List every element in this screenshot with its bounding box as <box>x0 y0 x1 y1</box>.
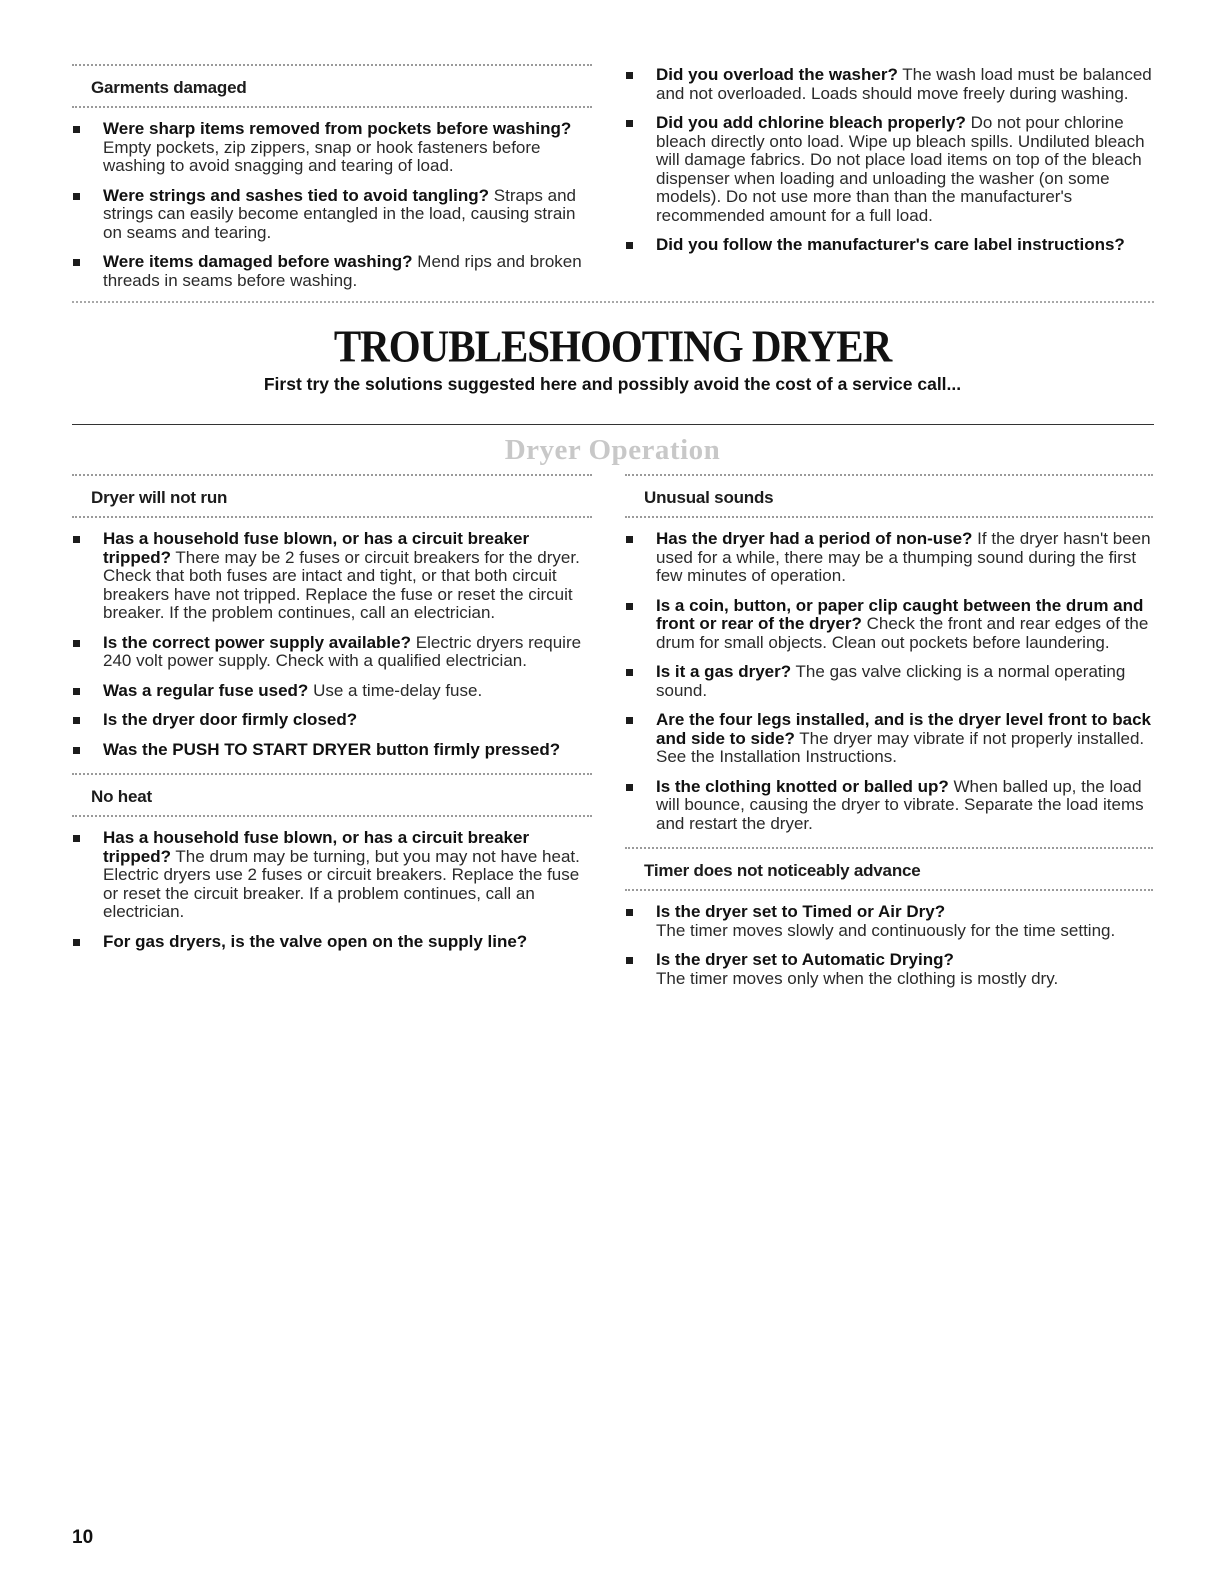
answer: Electric dryers require 240 volt power supply. Check with a qualified electrician. <box>103 632 582 670</box>
question: Is it a gas dryer? <box>656 662 792 681</box>
divider <box>72 106 592 110</box>
page-title: TROUBLESHOOTING DRYER <box>333 320 892 372</box>
list-item <box>72 253 592 290</box>
page-subtitle: First try the solutions suggested here and possibly avoid the cost of a service call... <box>263 374 962 394</box>
question: Was a regular fuse used? <box>103 680 309 700</box>
question: Has the dryer had a period of non-use? <box>656 529 973 548</box>
question: Is the dryer set to Timed or Air Dry? <box>656 902 946 921</box>
question: Has a household fuse blown, or has a circuit breaker tripped? <box>103 828 530 866</box>
question: Were strings and sashes tied to avoid tangling? <box>103 185 490 205</box>
list-item <box>72 120 592 176</box>
timer-section <box>625 847 1153 988</box>
question: Did you overload the washer? <box>656 65 898 84</box>
list-item <box>72 530 592 623</box>
list-item <box>625 114 1153 225</box>
item-list <box>625 530 1153 833</box>
list-item <box>625 663 1153 700</box>
answer: Mend rips and broken threads in seams before washing. <box>103 252 582 290</box>
question: Has a household fuse blown, or has a circuit breaker tripped? <box>103 529 530 567</box>
question: Is the correct power supply available? <box>103 632 411 652</box>
list-item <box>625 236 1153 255</box>
answer: There may be 2 fuses or circuit breakers for the dryer. Check that both fuses are intact and tight, or that both circuit breakers have not tripped. Replace the fuse or reset the circuit breaker. If the problem continues, call an electrician. <box>103 547 580 622</box>
divider <box>72 815 592 819</box>
answer: Empty pockets, zip zippers, snap or hook fasteners before washing to avoid snagging and tearing of load. <box>103 137 541 175</box>
list-item <box>72 933 592 952</box>
list-item <box>625 530 1153 586</box>
item-list <box>72 829 592 951</box>
divider <box>72 301 1154 303</box>
answer: Check the front and rear edges of the drum for small objects. Clean out pockets before laundering. <box>656 614 1149 652</box>
list-item <box>72 682 592 701</box>
no-heat-section <box>72 773 592 951</box>
question: Is the dryer set to Automatic Drying? <box>656 950 954 969</box>
list-item <box>72 829 592 922</box>
answer: The dryer may vibrate if not properly installed. See the Installation Instructions. <box>656 728 1145 766</box>
list-item <box>72 741 592 760</box>
list-item <box>625 903 1153 940</box>
list-item <box>72 187 592 243</box>
question: Were items damaged before washing? <box>103 252 413 271</box>
garments-damaged-section <box>72 64 592 301</box>
answer: If the dryer hasn't been used for a while, there may be a thumping sound during the first few minutes of operation. <box>656 529 1151 585</box>
answer: The wash load must be balanced and not overloaded. Loads should move freely during washing. <box>656 65 1152 103</box>
unusual-sounds-section <box>625 474 1153 999</box>
answer: The drum may be turning, but you may not have heat. Electric dryers use 2 fuses or circuit breakers. Replace the fuse or reset the circuit breaker. If a problem continues, call an electrician. <box>103 846 580 921</box>
section-heading: Dryer will not run <box>91 488 228 507</box>
answer: The timer moves only when the clothing is mostly dry. <box>656 968 1059 988</box>
dryer-will-not-run-section <box>72 474 592 962</box>
divider <box>625 516 1153 520</box>
question: Was the PUSH TO START DRYER button firmly pressed? <box>103 739 561 759</box>
question: Were sharp items removed from pockets before washing? <box>103 119 572 138</box>
list-item <box>625 597 1153 653</box>
divider <box>72 424 1154 425</box>
item-list <box>72 120 592 290</box>
question: Is the clothing knotted or balled up? <box>656 776 949 796</box>
washer-checks-section <box>625 66 1153 266</box>
divider <box>625 889 1153 893</box>
question: For gas dryers, is the valve open on the supply line? <box>103 931 528 951</box>
list-item <box>72 634 592 671</box>
list-item <box>625 951 1153 988</box>
section-title: Dryer Operation <box>504 434 721 466</box>
question: Did you follow the manufacturer's care label instructions? <box>656 235 1125 254</box>
item-list <box>625 66 1153 255</box>
answer: Use a time-delay fuse. <box>313 680 483 700</box>
answer: The timer moves slowly and continuously for the time setting. <box>656 920 1116 940</box>
section-heading: Garments damaged <box>91 78 247 97</box>
list-item <box>625 711 1153 767</box>
section-heading: Timer does not noticeably advance <box>644 861 921 880</box>
list-item <box>625 778 1153 834</box>
divider <box>72 516 592 520</box>
section-heading: Unusual sounds <box>644 488 774 507</box>
question: Did you add chlorine bleach properly? <box>656 113 966 132</box>
answer: The gas valve clicking is a normal operating sound. <box>656 662 1126 700</box>
answer: Straps and strings can easily become entangled in the load, causing strain on seams and tearing. <box>103 185 577 242</box>
page-number: 10 <box>72 1527 94 1548</box>
section-heading: No heat <box>91 787 152 806</box>
question: Is the dryer door firmly closed? <box>103 710 358 729</box>
answer: When balled up, the load will bounce, causing the dryer to vibrate. Separate the load items and restart the dryer. <box>656 776 1144 833</box>
answer: Do not pour chlorine bleach directly onto load. Wipe up bleach spills. Undiluted bleach will damage fabrics. Do not place load items on top of the bleach dispenser when loading and unloading the washer (on some models). Do not use more than than the manufacturer's recommended amount for a full load. <box>656 113 1145 225</box>
item-list <box>625 903 1153 988</box>
question: Is a coin, button, or paper clip caught between the drum and front or rear of the dryer? <box>656 595 1144 633</box>
list-item <box>72 711 592 730</box>
item-list <box>72 530 592 759</box>
list-item <box>625 66 1153 103</box>
question: Are the four legs installed, and is the dryer level front to back and side to side? <box>656 710 1152 748</box>
